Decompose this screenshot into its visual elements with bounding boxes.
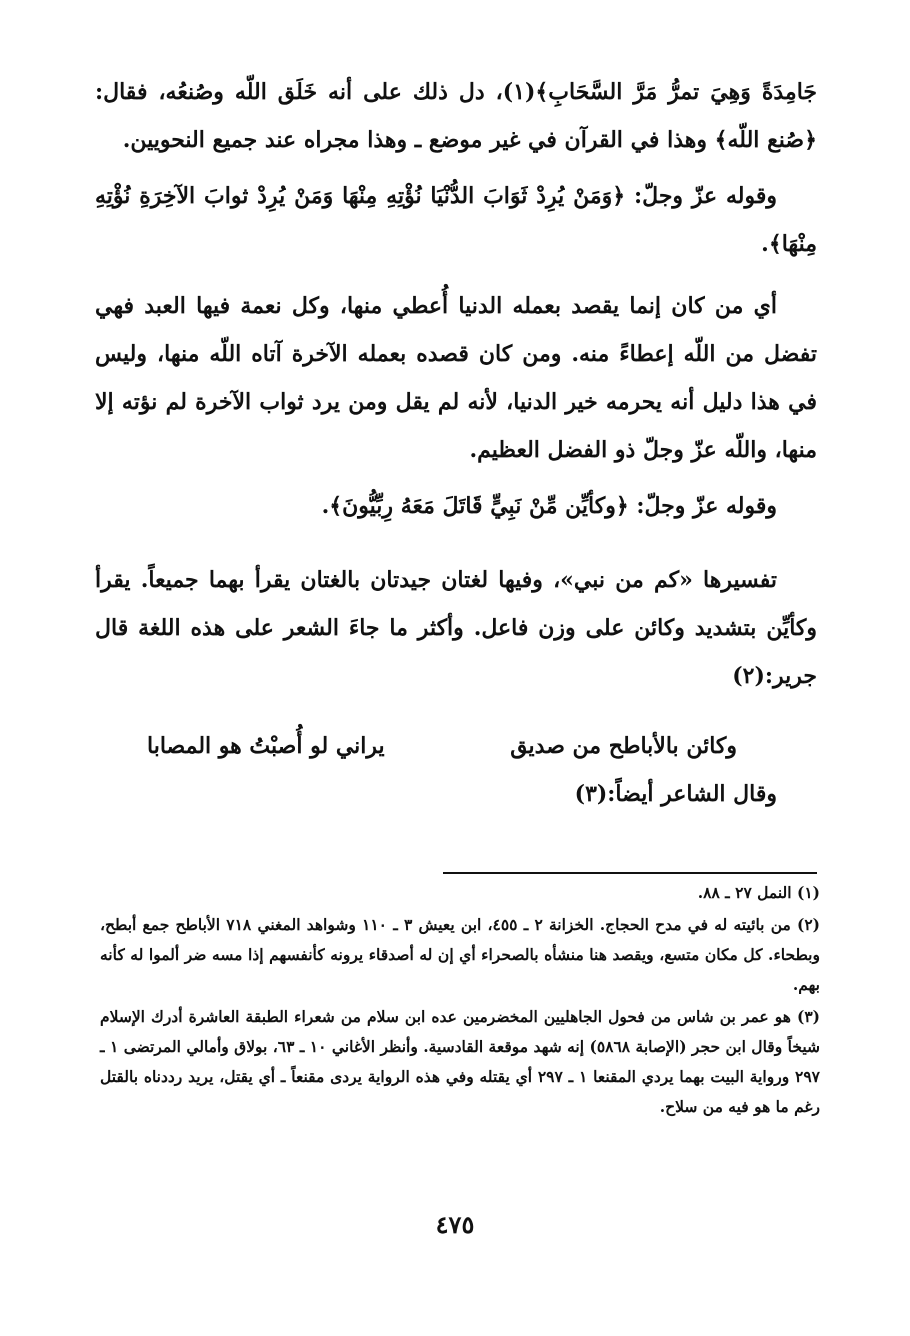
paragraph-gap: [95, 474, 817, 482]
paragraph-quran-continuation: جَامِدَةً وَهِيَ تمرُّ مَرَّ السَّحَابِ﴾(١)، دل ذلك على أنه خَلَق اللّه وصُنعُه، فقال: ﴿صُنع اللّه﴾ وهذا في القرآن في غير موضع ـ وهذا مجراه عند جميع النحويين.: [95, 79, 817, 153]
footnote-separator: [443, 872, 817, 874]
paragraph-gap: [95, 268, 817, 282]
verse-first-hemistich: وكائن بالأباطح من صديق: [510, 733, 737, 759]
paragraph-verse-reward: وقوله عزّ وجلّ: ﴿وَمَنْ يُرِدْ ثَوَابَ الدُّنْيَا نُؤْتِهِ مِنْهَا وَمَنْ يُرِدْ ثوابَ الآخِرَةِ نُؤْتِهِ مِنْهَا﴾.: [95, 183, 817, 257]
paragraph-tafsir: تفسيرها «كم من نبي»، وفيها لغتان جيدتان بالغتان يقرأ بهما جميعاً. يقرأ وكأيِّن بتشديد وكائن على وزن فاعل. وأكثر ما جاءَ الشعر على هذه اللغة قال جرير:(٢): [95, 567, 817, 689]
paragraph-commentary: أي من كان إنما يقصد بعمله الدنيا أُعطي منها، وكل نعمة فيها العبد فهي تفضل من اللّه إعطاءً منه. ومن كان قصده بعمله الآخرة آتاه اللّه منها، وليس في هذا دليل أنه يحرمه خير الدنيا، لأنه لم يقل ومن يرد ثواب الآخرة لم نؤته إلا منها، واللّه عزّ وجلّ ذو الفضل العظيم.: [95, 293, 817, 463]
footnote-3: (٣) هو عمر بن شاس من فحول الجاهليين المخضرمين عده ابن سلام من شعراء الطبقة العاشرة أدرك الإسلام شيخاً وقال ابن حجر (الإصابة ٥٨٦٨) إنه شهد موقعة القادسية. وأنظر الأغاني ١٠ ـ ٦٣، بولاق وأمالي المرتضى ١ ـ ٢٩٧ ورواية البيت بهما يردي المقنعا ١ ـ ٢٩٧ أي يقتله وفي هذه الرواية يردى مقنعاً ـ أي يقتل، يريد رددناه بالقتل رغم ما هو فيه من سلاح.: [100, 1007, 820, 1116]
footnote-2: (٢) من بائيته له في مدح الحجاج. الخزانة ٢ ـ ٤٥٥، ابن يعيش ٣ ـ ١١٠ وشواهد المغني ٧١٨ الأباطح جمع أبطح، وبطحاء. كل مكان متسع، ويقصد هنا منشأه بالصحراء أي إن له أصدقاء يرونه كأنفسهم إذا مسه ضر ألموا له كأنه بهم.: [100, 915, 820, 994]
page-number: ٤٧٥: [435, 1210, 475, 1239]
paragraph-gap: [95, 530, 817, 556]
poetry-verse: [147, 722, 737, 770]
footnote-1: (١) النمل ٢٧ ـ ٨٨.: [697, 883, 820, 902]
footnotes-block: [100, 878, 820, 1124]
paragraph-verse-prophets: وقوله عزّ وجلّ: ﴿وكأيِّن مِّنْ نَبِيٍّ قَاتَلَ مَعَهُ رِبِّيُّونَ﴾.: [321, 493, 777, 519]
closing-line: وقال الشاعر أيضاً:(٣): [574, 781, 777, 807]
verse-second-hemistich: يراني لو أُصبْتُ هو المصابا: [147, 733, 385, 759]
main-text-block: [95, 68, 817, 818]
paragraph-gap: [95, 164, 817, 172]
